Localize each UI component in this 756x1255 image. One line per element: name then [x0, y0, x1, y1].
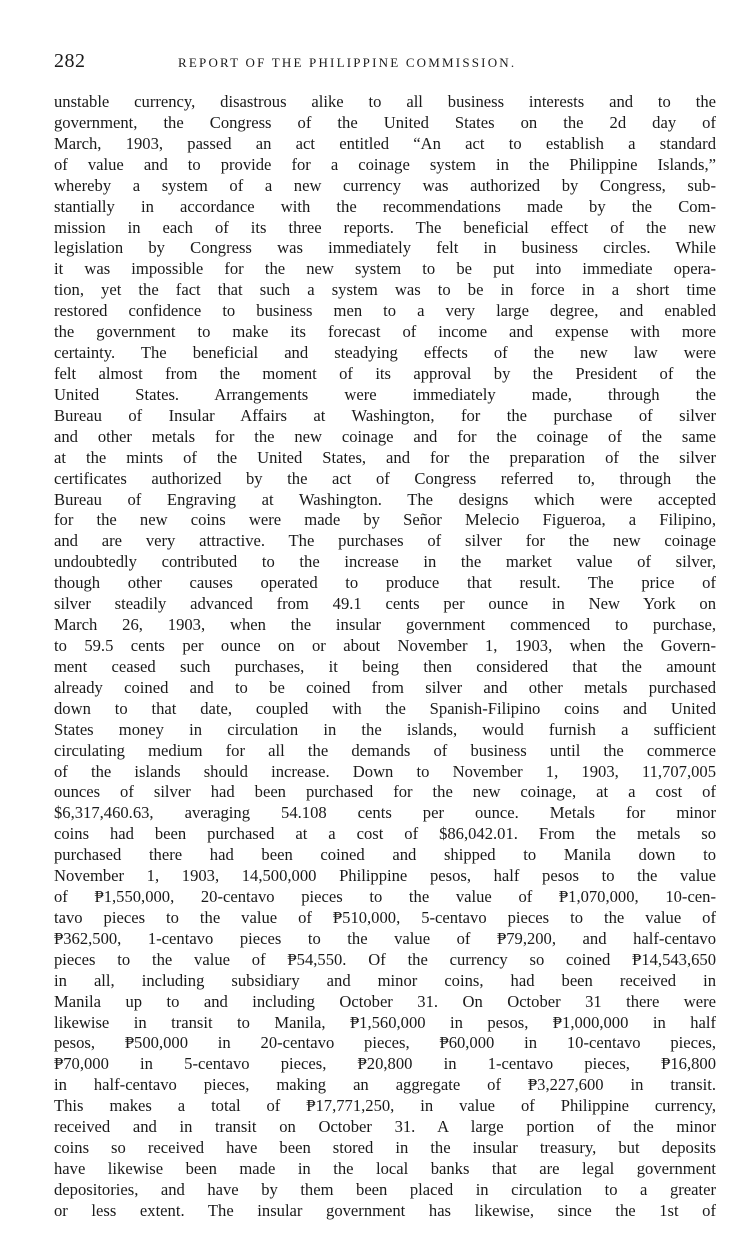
text-line: November 1, 1903, 14,500,000 Philippine pesos, half pesos to the value — [54, 866, 716, 886]
text-line: down to that date, coupled with the Spanish-Filipino coins and United — [54, 698, 716, 718]
text-line: it was impossible for the new system to be put into immediate opera- — [54, 259, 716, 279]
text-line: depositories, and have by them been placed in circulation to a greater — [54, 1179, 716, 1199]
text-line: States money in circulation in the islands, would furnish a sufficient — [54, 719, 716, 739]
text-line: ₱70,000 in 5-centavo pieces, ₱20,800 in 1-centavo pieces, ₱16,800 — [54, 1054, 716, 1074]
text-line: and are very attractive. The purchases of silver for the new coinage — [54, 531, 716, 551]
text-line: legislation by Congress was immediately felt in business circles. While — [54, 238, 716, 258]
text-line: undoubtedly contributed to the increase in the market value of silver, — [54, 552, 716, 572]
text-line: of ₱1,550,000, 20-centavo pieces to the value of ₱1,070,000, 10-cen- — [54, 887, 716, 907]
text-line: coins had been purchased at a cost of $86,042.01. From the metals so — [54, 824, 716, 844]
text-line: already coined and to be coined from silver and other metals purchased — [54, 677, 716, 697]
text-line: unstable currency, disastrous alike to all business interests and to the — [54, 92, 716, 111]
text-line: have likewise been made in the local banks that are legal government — [54, 1159, 716, 1179]
text-line: tavo pieces to the value of ₱510,000, 5-centavo pieces to the value of — [54, 907, 716, 927]
text-line: $6,317,460.63, averaging 54.108 cents per ounce. Metals for minor — [54, 803, 716, 823]
text-line: certificates authorized by the act of Congress referred to, through the — [54, 468, 716, 488]
text-line: circulating medium for all the demands of business until the commerce — [54, 740, 716, 760]
text-line: pieces to the value of ₱54,550. Of the currency so coined ₱14,543,650 — [54, 949, 716, 969]
text-line: silver steadily advanced from 49.1 cents per ounce in New York on — [54, 594, 716, 614]
text-line: certainty. The beneficial and steadying effects of the new law were — [54, 343, 716, 363]
text-line: purchased there had been coined and shipped to Manila down to — [54, 845, 716, 865]
text-line: mission in each of its three reports. The beneficial effect of the new — [54, 217, 716, 237]
body-text — [54, 92, 716, 1222]
text-line: in all, including subsidiary and minor coins, had been received in — [54, 970, 716, 990]
text-line: March 26, 1903, when the insular government commenced to purchase, — [54, 615, 716, 635]
text-line: of value and to provide for a coinage system in the Philippine Islands,” — [54, 154, 716, 174]
text-line: likewise in transit to Manila, ₱1,560,000 in pesos, ₱1,000,000 in half — [54, 1012, 716, 1032]
text-line: received and in transit on October 31. A large portion of the minor — [54, 1117, 716, 1137]
text-line: at the mints of the United States, and for the preparation of the silver — [54, 447, 716, 467]
text-line: and other metals for the new coinage and for the coinage of the same — [54, 426, 716, 446]
text-line: coins so received have been stored in the insular treasury, but deposits — [54, 1138, 716, 1158]
page-number: 282 — [54, 50, 86, 72]
text-line: Bureau of Insular Affairs at Washington, for the purchase of silver — [54, 405, 716, 425]
text-line: in half-centavo pieces, making an aggregate of ₱3,227,600 in transit. — [54, 1075, 716, 1095]
text-line: ₱362,500, 1-centavo pieces to the value of ₱79,200, and half-centavo — [54, 928, 716, 948]
text-line: stantially in accordance with the recommendations made by the Com- — [54, 196, 716, 216]
text-line: pesos, ₱500,000 in 20-centavo pieces, ₱60,000 in 10-centavo pieces, — [54, 1033, 716, 1053]
text-line: ment ceased such purchases, it being then considered that the amount — [54, 656, 716, 676]
text-line: felt almost from the moment of its approval by the President of the — [54, 363, 716, 383]
text-line: the government to make its forecast of income and expense with more — [54, 322, 716, 342]
text-line: to 59.5 cents per ounce on or about November 1, 1903, when the Govern- — [54, 635, 716, 655]
text-line: government, the Congress of the United States on the 2d day of — [54, 112, 716, 132]
text-line: tion, yet the fact that such a system was to be in force in a short time — [54, 280, 716, 300]
text-line: whereby a system of a new currency was authorized by Congress, sub- — [54, 175, 716, 195]
text-line: or less extent. The insular government has likewise, since the 1st of — [54, 1200, 716, 1220]
text-line: Bureau of Engraving at Washington. The designs which were accepted — [54, 489, 716, 509]
running-head — [54, 50, 714, 74]
text-line: for the new coins were made by Señor Melecio Figueroa, a Filipino, — [54, 510, 716, 530]
text-line: Manila up to and including October 31. On October 31 there were — [54, 991, 716, 1011]
text-line: restored confidence to business men to a very large degree, and enabled — [54, 301, 716, 321]
text-line: March, 1903, passed an act entitled “An act to establish a standard — [54, 133, 716, 153]
text-line: This makes a total of ₱17,771,250, in value of Philippine currency, — [54, 1096, 716, 1116]
text-line: ounces of silver had been purchased for the new coinage, at a cost of — [54, 782, 716, 802]
text-line: of the islands should increase. Down to November 1, 1903, 11,707,005 — [54, 761, 716, 781]
text-line: though other causes operated to produce that result. The price of — [54, 573, 716, 593]
text-line: United States. Arrangements were immediately made, through the — [54, 384, 716, 404]
running-title: REPORT OF THE PHILIPPINE COMMISSION. — [178, 55, 517, 70]
